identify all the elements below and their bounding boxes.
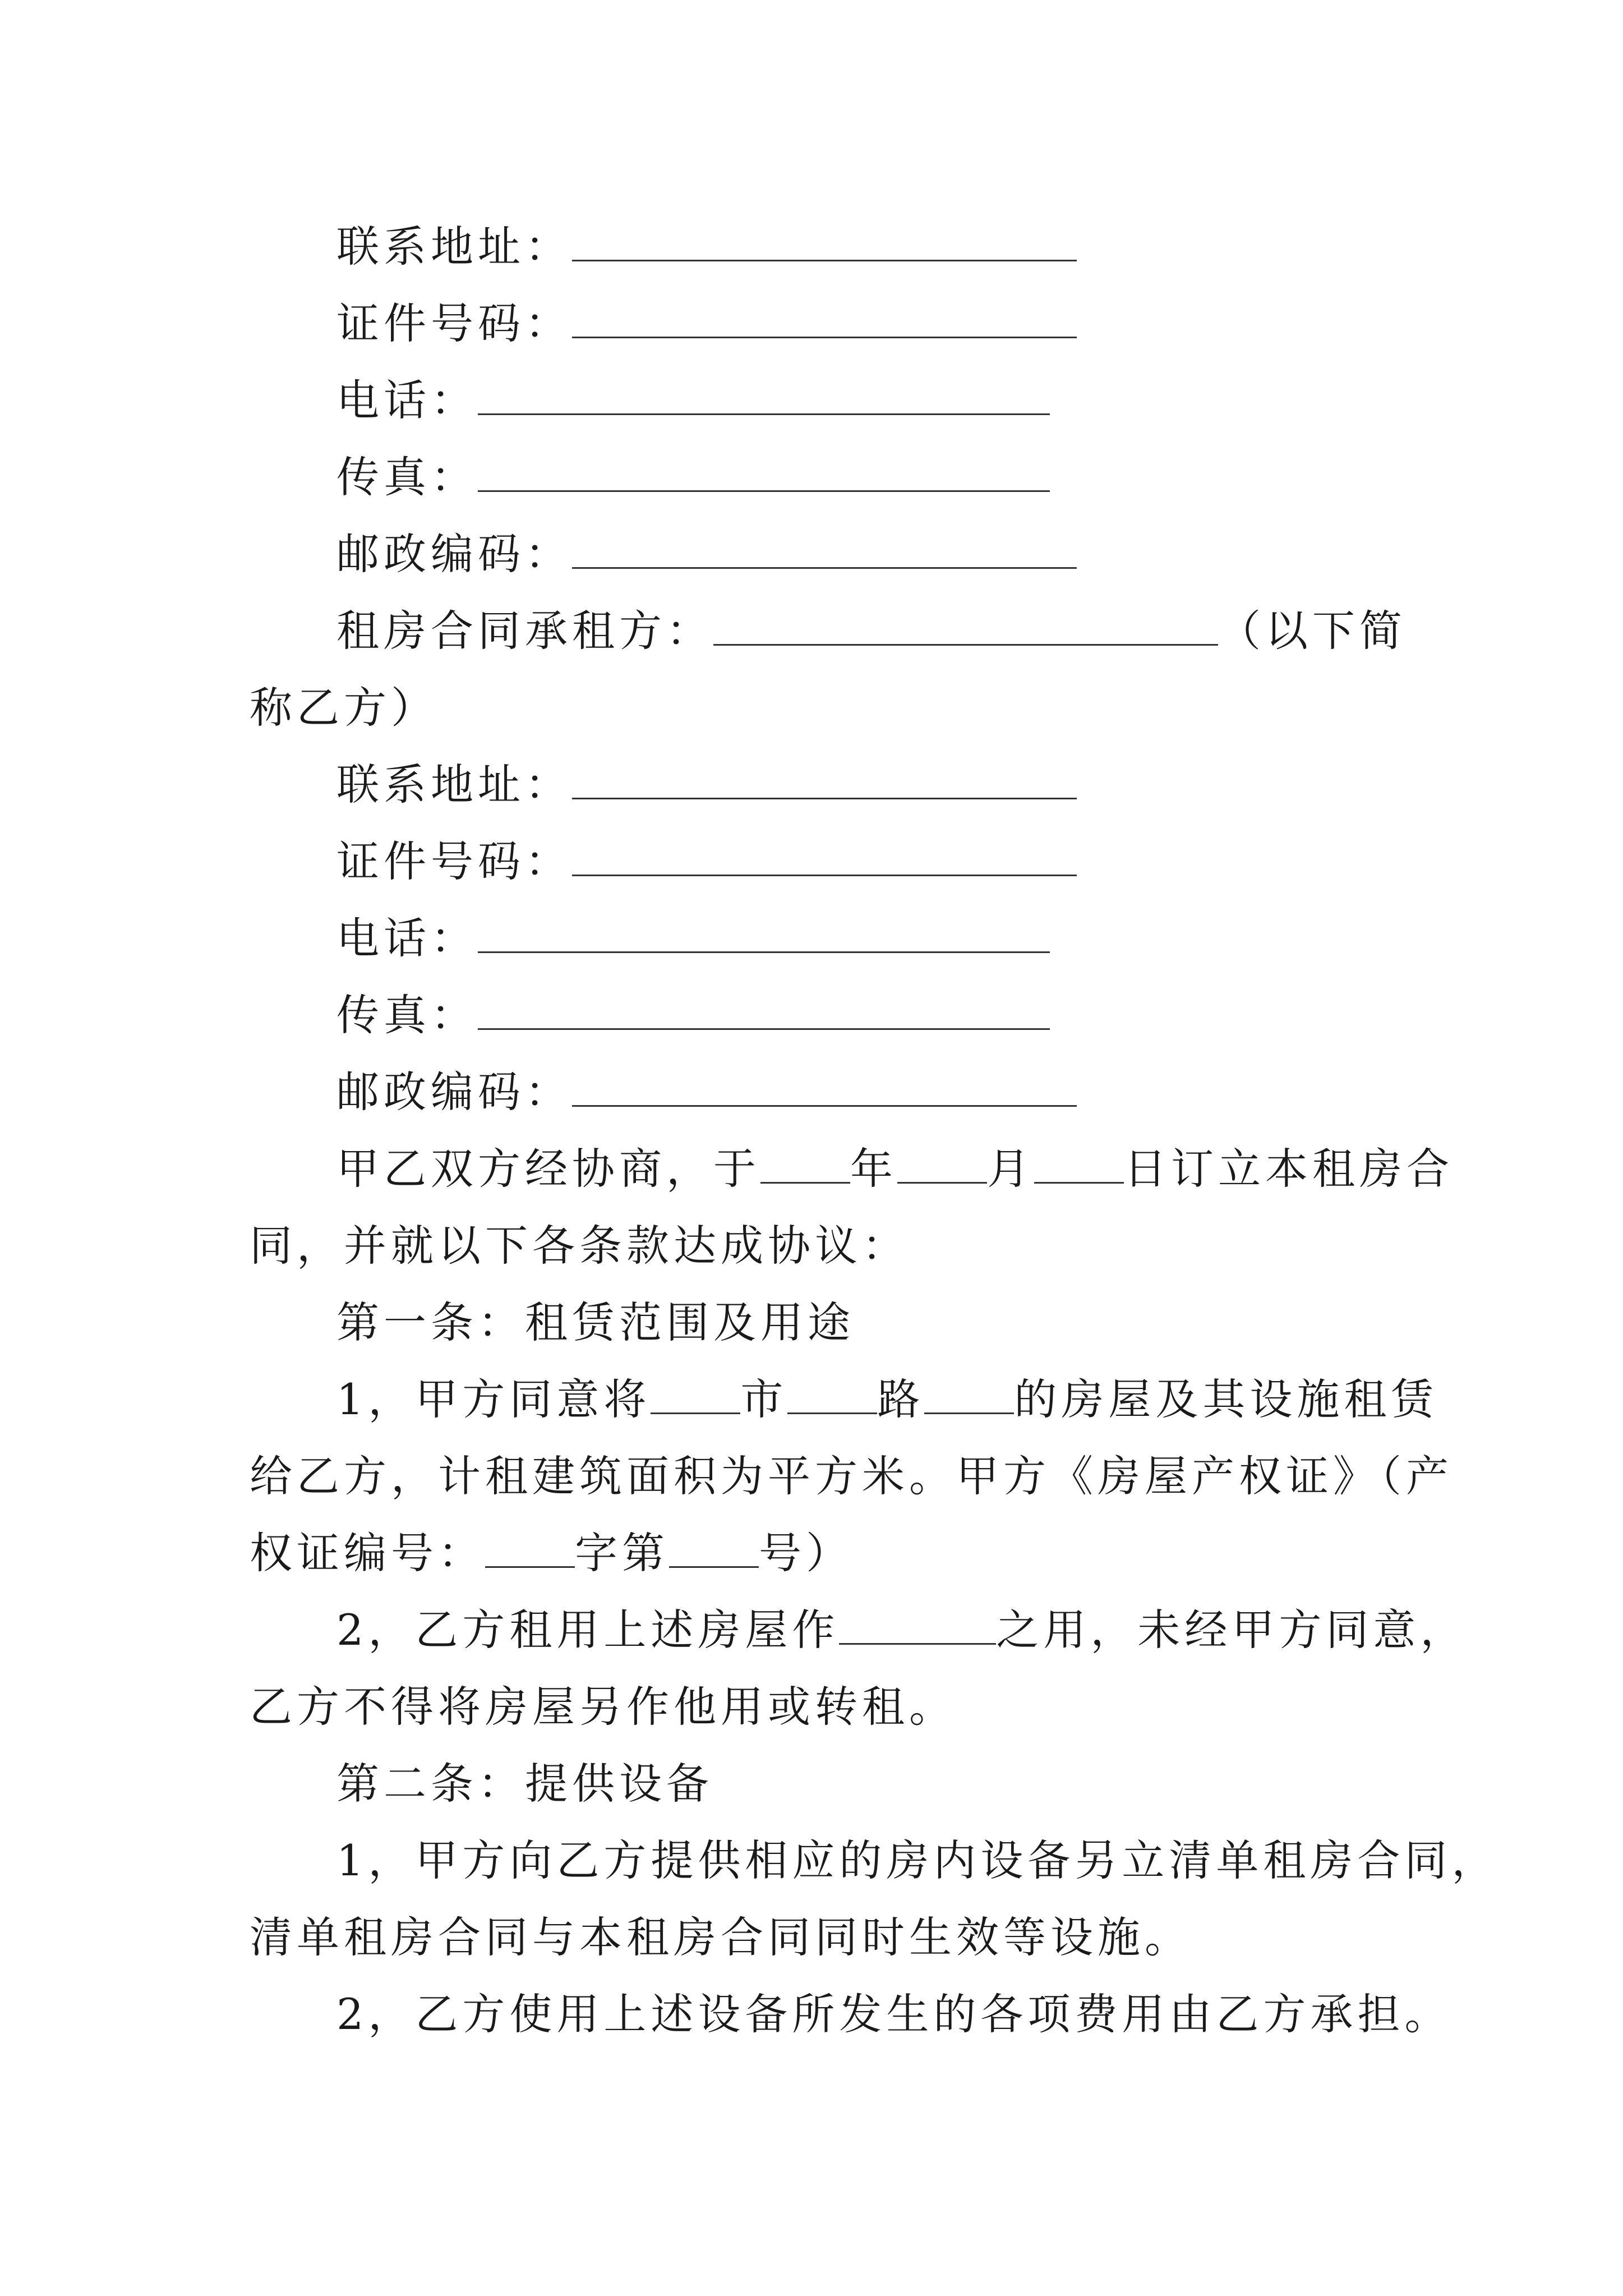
lessee-row	[336, 600, 1481, 662]
year-blank	[760, 1142, 850, 1184]
lessee-phone-label: 电话：	[336, 913, 478, 963]
lessee-suffix-b: 称乙方）	[250, 683, 438, 733]
article-2-heading-text: 第二条：提供设备	[336, 1759, 713, 1809]
lessee-id-blank	[572, 834, 1077, 876]
article-1-item-1-rest: 的房屋及其设施租赁	[1014, 1374, 1438, 1424]
lessor-phone-blank	[478, 373, 1050, 415]
lessor-postcode-row	[336, 523, 1481, 585]
article-2-item-1-line-1	[336, 1830, 1499, 1892]
lessor-address-label: 联系地址：	[336, 222, 572, 272]
article-1-item-1-line-2	[250, 1446, 1453, 1507]
article-1-heading-text: 第一条：租赁范围及用途	[336, 1297, 855, 1347]
certificate-zi-label: 字第	[575, 1528, 669, 1578]
usage-blank	[839, 1603, 996, 1645]
certificate-hao-label: 号）	[759, 1528, 853, 1578]
certificate-number-label: 权证编号：	[250, 1528, 485, 1578]
article-1-item-2-line-2	[250, 1676, 1394, 1738]
lessee-address-row	[336, 754, 1481, 816]
lessor-fax-label: 传真：	[336, 452, 478, 502]
article-1-heading	[336, 1292, 1481, 1354]
lessor-fax-blank	[478, 450, 1050, 492]
article-1-item-1-prefix: 1，甲方同意将	[336, 1374, 651, 1424]
lessee-postcode-label: 邮政编码：	[336, 1067, 572, 1117]
article-1-item-2-prefix: 2，乙方租用上述房屋作	[336, 1605, 840, 1655]
road-label: 路	[877, 1374, 925, 1424]
lessor-phone-label: 电话：	[336, 375, 478, 425]
article-2-item-1-line-1-text: 1，甲方向乙方提供相应的房内设备另立清单租房合同，	[336, 1835, 1499, 1885]
lessee-postcode-row	[336, 1061, 1481, 1123]
article-2-item-2-text: 2，乙方使用上述设备所发生的各项费用由乙方承担。	[336, 1989, 1452, 2039]
article-1-item-2-rest: 之用，未经甲方同意，	[996, 1605, 1468, 1655]
lessee-name-blank	[713, 604, 1218, 646]
lessee-fax-row	[336, 984, 1481, 1046]
agreement-line-2-text: 同，并就以下各条款达成协议：	[250, 1221, 909, 1271]
lessee-id-label: 证件号码：	[336, 836, 572, 886]
lessor-address-row	[336, 216, 1481, 278]
agreement-line-1	[336, 1138, 1481, 1200]
lessor-id-label: 证件号码：	[336, 298, 572, 348]
lessee-phone-blank	[478, 911, 1050, 953]
lessee-fax-label: 传真：	[336, 990, 478, 1040]
lessor-fax-row	[336, 447, 1481, 508]
article-2-item-1-line-2	[250, 1907, 1394, 1968]
lessor-id-blank	[572, 296, 1077, 338]
year-label: 年	[850, 1144, 897, 1194]
lessee-fax-blank	[478, 988, 1050, 1030]
lessor-postcode-blank	[572, 527, 1077, 569]
certificate-prefix-blank	[485, 1526, 575, 1568]
city-label: 市	[740, 1374, 788, 1424]
certificate-number-blank	[669, 1526, 759, 1568]
month-blank	[897, 1142, 987, 1184]
address-number-blank	[924, 1372, 1014, 1414]
article-1-item-2-line-2-text: 乙方不得将房屋另作他用或转租。	[250, 1682, 956, 1732]
month-label: 月	[987, 1144, 1034, 1194]
lessee-suffix-a: （以下简	[1218, 606, 1407, 656]
article-1-item-1-line-2-text: 给乙方，计租建筑面积为平方米。甲方《房屋产权证》（产	[250, 1451, 1453, 1501]
city-blank	[651, 1372, 740, 1414]
lessee-postcode-blank	[572, 1065, 1077, 1107]
day-blank	[1034, 1142, 1124, 1184]
article-2-item-1-line-2-text: 清单租房合同与本租房合同同时生效等设施。	[250, 1912, 1192, 1962]
lessee-phone-row	[336, 908, 1481, 969]
article-1-item-2-line-1	[336, 1599, 1481, 1661]
article-1-item-1-line-1	[336, 1369, 1481, 1430]
lessor-address-blank	[572, 219, 1077, 261]
article-2-heading	[336, 1753, 1481, 1815]
lessor-phone-row	[336, 370, 1481, 431]
lessee-address-blank	[572, 757, 1077, 799]
agreement-prefix: 甲乙双方经协商，于	[336, 1144, 760, 1194]
agreement-line-2	[250, 1215, 1394, 1277]
day-rest: 日订立本租房合	[1124, 1144, 1454, 1194]
lessee-address-label: 联系地址：	[336, 760, 572, 809]
lessor-id-row	[336, 293, 1481, 355]
lessee-label: 租房合同承租方：	[336, 606, 713, 656]
article-2-item-2	[336, 1984, 1481, 2045]
article-1-item-1-line-3	[250, 1522, 1394, 1584]
lessee-id-row	[336, 831, 1481, 892]
lessee-suffix-row	[250, 677, 1394, 739]
lessor-postcode-label: 邮政编码：	[336, 529, 572, 579]
road-blank	[787, 1372, 877, 1414]
